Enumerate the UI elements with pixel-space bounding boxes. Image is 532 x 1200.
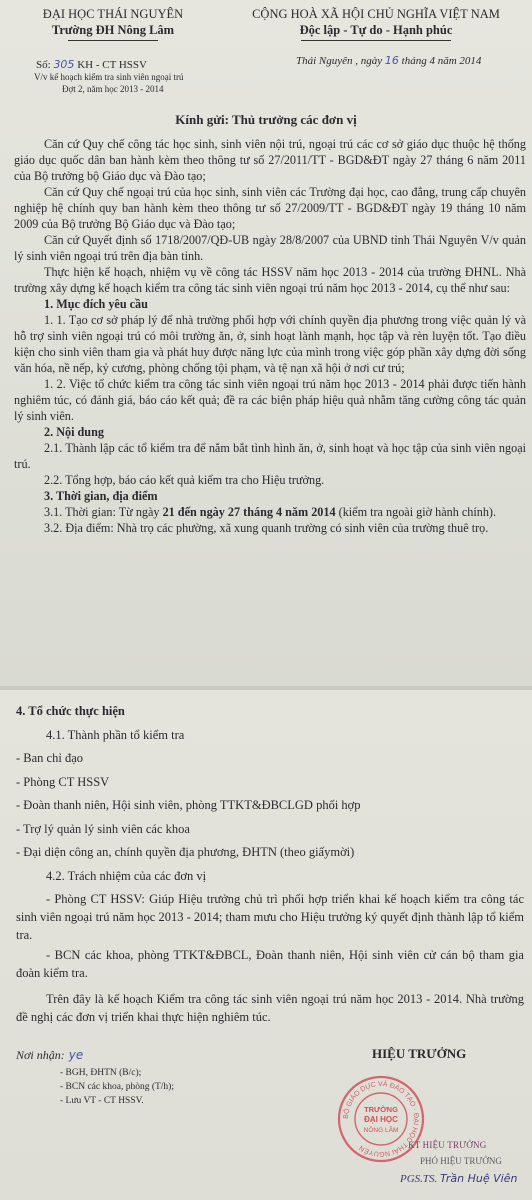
paragraph: 2.2. Tổng hợp, báo cáo kết quả kiểm tra cho Hiệu trưởng. bbox=[44, 473, 325, 487]
signatory-name bbox=[400, 1172, 517, 1185]
section-heading-1: 1. Mục đích yêu cầu bbox=[44, 297, 148, 311]
republic-name: CỘNG HOÀ XÃ HỘI CHỦ NGHĨA VIỆT NAM bbox=[252, 7, 500, 21]
paragraph: Thực hiện kế hoạch, nhiệm vụ về công tác HSSV năm học 2013 - 2014 của trường ĐHNL. Nhà trường xây dựng kế hoạch kiểm tra công tác sinh viên ngoại trú năm học 2013 - 2014, cụ thể như sau: bbox=[14, 265, 526, 295]
school-name: Trường ĐH Nông Lâm bbox=[51, 23, 175, 37]
body-section-one bbox=[14, 136, 526, 536]
issuer-block bbox=[4, 6, 222, 41]
signer-prefix: PGS.TS. bbox=[400, 1173, 438, 1185]
subject-line bbox=[34, 71, 234, 95]
subject-line-1: V/v kế hoạch kiểm tra sinh viên ngoại trú bbox=[34, 72, 184, 82]
paragraph: 3.2. Địa điểm: Nhà trọ các phường, xã xung quanh trường có sinh viên của trường thuê trọ. bbox=[44, 521, 489, 535]
recipients-label: Nơi nhận: bbox=[16, 1048, 65, 1062]
paragraph: Căn cứ Quy chế công tác học sinh, sinh viên nội trú, ngoại trú các cơ sở giáo dục thuộc hệ thống giáo dục quốc dân ban hành kèm theo thông tư số 27/2011/TT - BGD&ĐT ngày 27 tháng 6 năm 2011 của Bộ trưởng bộ Giáo dục và Đào tạo; bbox=[14, 137, 526, 183]
national-header bbox=[222, 6, 530, 41]
stamp-ring-text: BỘ GIÁO DỤC VÀ ĐÀO TẠO · ĐẠI HỌC THÁI NGUYÊN bbox=[342, 1080, 420, 1158]
subject-line-2: Đợt 2, năm học 2013 - 2014 bbox=[62, 84, 164, 94]
official-seal-stamp bbox=[336, 1074, 426, 1164]
document-date bbox=[296, 54, 481, 67]
subsection-heading: 4.1. Thành phần tổ kiểm tra bbox=[46, 727, 185, 742]
paragraph: 2.1. Thành lập các tổ kiểm tra để nắm bắt tình hình ăn, ở, sinh hoạt và học tập của sinh viên ngoại trú. bbox=[14, 441, 526, 471]
stamp-center-line-2: ĐẠI HỌC bbox=[364, 1115, 398, 1124]
recipients-heading bbox=[16, 1048, 83, 1063]
number-prefix: Số: bbox=[36, 59, 51, 71]
time-note: (kiểm tra ngoài giờ hành chính). bbox=[335, 505, 497, 519]
stamp-center-line-3: NÔNG LÂM bbox=[363, 1127, 399, 1134]
number-suffix: KH - CT HSSV bbox=[77, 59, 147, 71]
recipients-list bbox=[60, 1066, 174, 1108]
list-item: - Ban chỉ đạo bbox=[16, 751, 83, 765]
time-text: 3.1. Thời gian: Từ ngày bbox=[44, 505, 163, 519]
list-item: - Đại diện công an, chính quyền địa phương, ĐHTN (theo giấymời) bbox=[16, 845, 355, 859]
list-item: - Phòng CT HSSV bbox=[16, 774, 110, 789]
section-heading-3: 3. Thời gian, địa điểm bbox=[44, 489, 158, 503]
national-motto: Độc lập - Tự do - Hạnh phúc bbox=[299, 23, 453, 37]
stamp-center-line-1: TRƯỜNG bbox=[364, 1105, 398, 1114]
recipient-item: - BCN các khoa, phòng (T/h); bbox=[60, 1082, 174, 1092]
subsection-heading: 4.2. Trách nhiệm của các đơn vị bbox=[46, 868, 207, 883]
signatory-title: HIỆU TRƯỞNG bbox=[372, 1046, 467, 1061]
paragraph: - Phòng CT HSSV: Giúp Hiệu trưởng chủ trì phối hợp triển khai kế hoạch kiểm tra công tác sinh viên ngoại trú năm học 2013 - 2014; tham mưu cho Hiệu trưởng ký quyết định thành lập tổ kiểm tra. bbox=[16, 892, 524, 942]
number-handwritten: 305 bbox=[53, 58, 75, 71]
signatory-role-1: KT HIỆU TRƯỞNG bbox=[408, 1140, 487, 1150]
list-item: - Đoàn thanh niên, Hội sinh viên, phòng TTKT&ĐBCLGD phối hợp bbox=[16, 798, 361, 812]
section-heading-2: 2. Nội dung bbox=[44, 425, 104, 439]
body-section-two bbox=[16, 700, 524, 1026]
motto-underline bbox=[301, 40, 451, 41]
university-name: ĐẠI HỌC THÁI NGUYÊN bbox=[42, 7, 184, 21]
time-range: 21 đến ngày 27 tháng 4 năm 2014 bbox=[162, 505, 336, 519]
section-heading-4: 4. Tổ chức thực hiện bbox=[16, 704, 125, 718]
paragraph: Căn cứ Quy chế ngoại trú của học sinh, sinh viên các Trường đại học, cao đẳng, trung cấp chuyên nghiệp hệ chính quy ban hành kèm theo thông tư số 27/2009/TT - BGD&ĐT ngày 19 tháng 10 năm 2009 của Bộ trưởng Bộ Giáo dục và Đào tạo; bbox=[14, 185, 526, 231]
signatory-role-2: PHÓ HIỆU TRƯỞNG bbox=[420, 1156, 502, 1166]
signer-handwritten-name: Trần Huệ Viên bbox=[440, 1172, 518, 1185]
paragraph: 1. 1. Tạo cơ sở pháp lý để nhà trường phối hợp với chính quyền địa phương trong việc quản lý và hỗ trợ sinh viên ngoại trú có môi trường ăn, ở, sinh hoạt lành mạnh, học tập và rèn luyện tốt. Tạo điều kiện cho sinh viên tham gia và phát huy được năng lực của mình trong việc góp phần xây dựng đời sống văn hóa, nề nếp, kỷ cương, phòng chống tội phạm, và tệ nạn xã hội ở nơi cư trú; bbox=[14, 313, 526, 375]
paragraph: 1. 2. Việc tổ chức kiểm tra công tác sinh viên ngoại trú năm học 2013 - 2014 phải được tiến hành nghiêm túc, có đánh giá, báo cáo kết quả; đề ra các biện pháp hiệu quả nhằm tăng cường công tác quản lý sinh viên. bbox=[14, 377, 526, 423]
recipients-initials: ye bbox=[68, 1048, 84, 1062]
document-number bbox=[36, 58, 147, 71]
recipient-item: - BGH, ĐHTN (B/c); bbox=[60, 1068, 142, 1078]
issuer-underline bbox=[68, 40, 158, 41]
salutation: Kính gửi: Thủ trưởng các đơn vị bbox=[175, 112, 357, 127]
paragraph: Căn cứ Quyết định số 1718/2007/QĐ-UB ngày 28/8/2007 của UBND tỉnh Thái Nguyên V/v quản lý sinh viên ngoại trú trên địa bàn tỉnh. bbox=[14, 233, 526, 263]
recipient-item: - Lưu VT - CT HSSV. bbox=[60, 1096, 144, 1106]
paragraph: - BCN các khoa, phòng TTKT&ĐBCL, Đoàn thanh niên, Hội sinh viên cử cán bộ tham gia đoàn kiểm tra. bbox=[16, 948, 524, 980]
date-prefix: Thái Nguyên , ngày bbox=[296, 55, 383, 67]
date-day-handwritten: 16 bbox=[384, 54, 399, 67]
paragraph-time bbox=[14, 504, 526, 520]
date-suffix: tháng 4 năm 2014 bbox=[401, 55, 482, 67]
list-item: - Trợ lý quản lý sinh viên các khoa bbox=[16, 821, 190, 836]
closing-paragraph: Trên đây là kế hoạch Kiểm tra công tác sinh viên ngoại trú năm học 2013 - 2014. Nhà trường đề nghị các đơn vị triển khai thực hiện nghiêm túc. bbox=[16, 992, 524, 1024]
